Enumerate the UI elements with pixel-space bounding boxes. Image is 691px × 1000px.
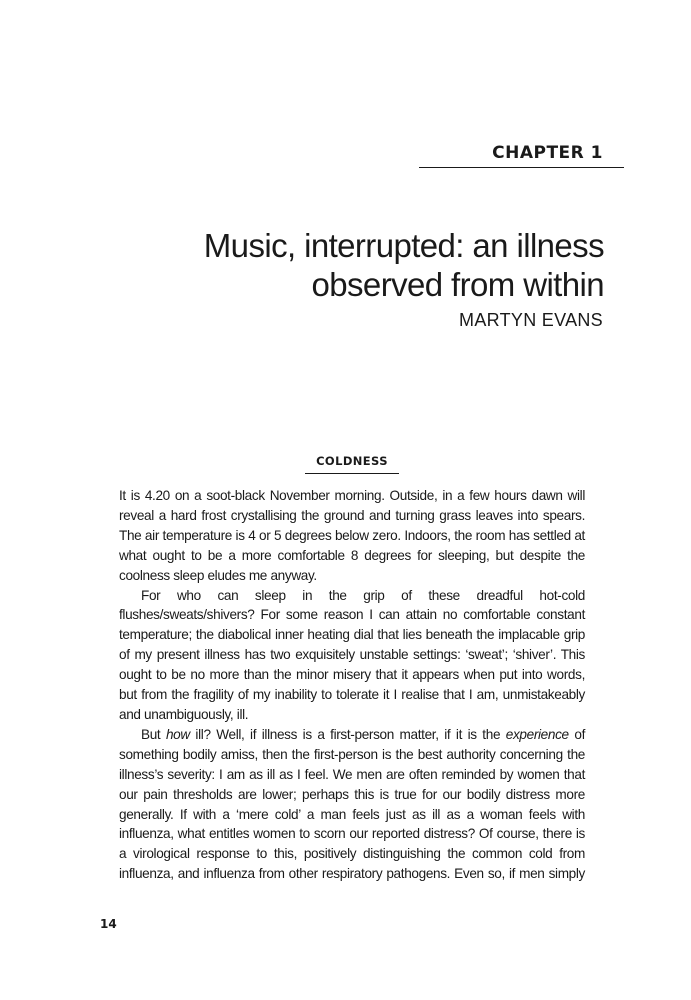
chapter-title: Music, interrupted: an illness observed from within: [203, 227, 604, 304]
section-rule: [305, 473, 399, 474]
paragraph-3-emphasis-experience: experience: [505, 726, 569, 742]
paragraph-3-text-2: ill? Well, if illness is a first-person matter, if it is the: [189, 726, 506, 742]
body-text: [119, 486, 585, 884]
paragraph-1: It is 4.20 on a soot-black November morning. Outside, in a few hours dawn will reveal a hard frost crystallising the ground and turning grass leaves into spears. The air temperature is 4 or 5 degrees below zero. Indoors, the room has settled at what ought to be a more comfortable 8 degrees for sleeping, but despite the coolness sleep eludes me anyway.: [119, 488, 585, 583]
author-name: MARTYN EVANS: [459, 310, 603, 330]
chapter-rule: [419, 167, 624, 168]
paragraph-2: For who can sleep in the grip of these dreadful hot-cold flushes/sweats/shivers? For some reason I can attain no comfortable constant temperature; the diabolical inner heating dial that lies beneath the implacable grip of my present illness has two exquisitely unstable settings: ‘sweat’; ‘shiver’. This ought to be no more than the minor misery that it appears when put into words, but from the fragility of my inability to tolerate it I realise that I am, unmistakeably and unambiguously, ill.: [119, 587, 585, 722]
section-heading: COLDNESS: [316, 454, 388, 468]
paragraph-3-text-3: of something bodily amiss, then the first-person is the best authority concerning the illness’s severity: I am as ill as I feel. We men are often reminded by women that our pain thresholds are lower; perhaps this is true for our bodily distress more generally. If with a ‘mere cold’ a man feels just as ill as a woman feels with influenza, what entitles women to scorn our reported distress? Of course, there is a virological response to this, positively distinguishing the common cold from influenza, and influenza from other respiratory pathogens. Even so, if men simply: [119, 726, 585, 882]
page-number: 14: [100, 917, 117, 931]
paragraph-3-emphasis-how: how: [165, 726, 190, 742]
paragraph-3-text-1: But: [141, 726, 166, 742]
chapter-label: CHAPTER 1: [492, 143, 603, 163]
paragraph-3: [119, 725, 585, 884]
